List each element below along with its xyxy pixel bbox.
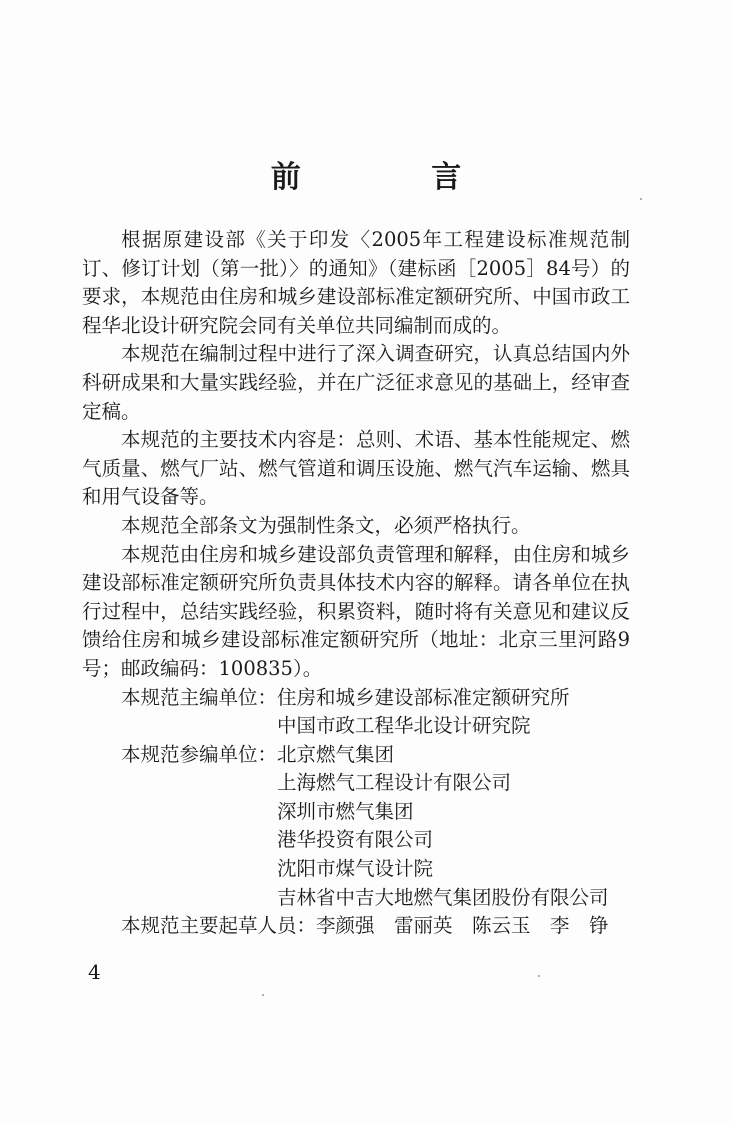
- drafters-names: 李颜强 雷丽英 陈云玉 李 铮: [316, 914, 609, 938]
- preface-body: [82, 226, 630, 941]
- participating-editor-org: 上海燃气工程设计有限公司: [277, 771, 512, 795]
- participating-editor-org: 吉林省中吉大地燃气集团股份有限公司: [277, 885, 609, 909]
- paragraph-mandatory: 本规范全部条文为强制性条文，必须严格执行。: [121, 513, 531, 537]
- chief-editors-row: [82, 684, 630, 741]
- participating-editor-org: 北京燃气集团: [277, 742, 395, 766]
- paragraph-basis: 根据原建设部《关于印发〈2005年工程建设标准规范制订、修订计划（第一批）〉的通知》（建标函［2005］84号）的要求，本规范由住房和城乡建设部标准定额研究所、中国市政工程华北设计研究院会同有关单位共同编制而成的。: [82, 228, 630, 337]
- scan-speck: [640, 198, 642, 200]
- scan-speck: [262, 994, 264, 996]
- scan-speck: [538, 975, 540, 977]
- participating-editor-org: 深圳市燃气集团: [277, 799, 414, 823]
- paragraph-contents: 本规范的主要技术内容是：总则、术语、基本性能规定、燃气质量、燃气厂站、燃气管道和调压设施、燃气汽车运输、燃具和用气设备等。: [82, 428, 630, 509]
- paragraph-management: 本规范由住房和城乡建设部负责管理和解释，由住房和城乡建设部标准定额研究所负责具体技术内容的解释。请各单位在执行过程中，总结实践经验，积累资料，随时将有关意见和建议反馈给住房和城乡建设部标准定额研究所（地址：北京三里河路9号；邮政编码：100835）。: [82, 542, 630, 680]
- participating-editors-list: [277, 741, 609, 913]
- paragraph-process: 本规范在编制过程中进行了深入调查研究，认真总结国内外科研成果和大量实践经验，并在广泛征求意见的基础上，经审查定稿。: [82, 342, 630, 423]
- participating-editor-org: 沈阳市煤气设计院: [277, 857, 434, 881]
- participating-editors-label: 本规范参编单位：: [121, 742, 278, 766]
- drafters-row: [82, 912, 630, 941]
- page-number: 4: [88, 960, 101, 984]
- chief-editors-list: [277, 684, 570, 741]
- chief-editor-org: 中国市政工程华北设计研究院: [277, 714, 531, 738]
- participating-editors-row: [82, 741, 630, 913]
- page-title: 前 言: [270, 160, 522, 195]
- participating-editor-org: 港华投资有限公司: [277, 828, 434, 852]
- drafters-label: 本规范主要起草人员：: [121, 914, 317, 938]
- chief-editors-label: 本规范主编单位：: [121, 685, 278, 709]
- chief-editor-org: 住房和城乡建设部标准定额研究所: [277, 685, 570, 709]
